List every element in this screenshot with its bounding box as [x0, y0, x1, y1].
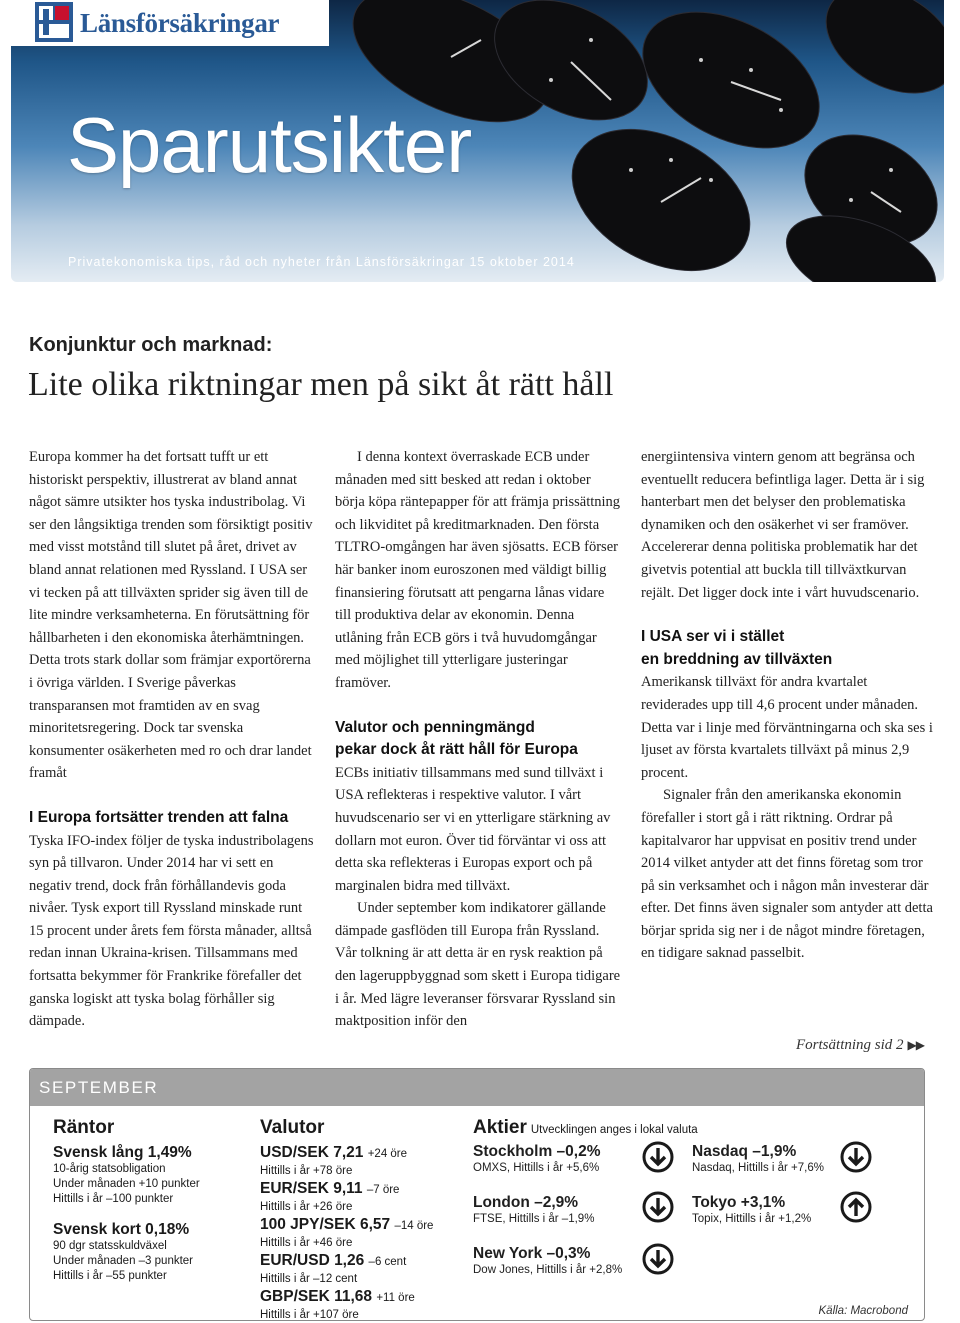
currency-label: 100 JPY/SEK 6,57: [260, 1216, 391, 1233]
currency-label: USD/SEK 7,21: [260, 1144, 364, 1161]
rate-detail: 90 dgr statsskuldväxel: [53, 1240, 167, 1252]
double-arrow-icon: ▶▶: [907, 1038, 924, 1052]
currency-change: +24 öre: [367, 1148, 408, 1160]
stock-detail: FTSE, Hittills i år –1,9%: [473, 1213, 595, 1225]
arrow-up-circle-icon: [840, 1191, 872, 1223]
paragraph: I denna kontext överraskade ECB under månaden med sitt besked att redan i oktober börja köpa räntepapper för att främja prissättning och likviditet på kreditmarknaden. Den första TLTRO-omgången har även sjösatts. ECB förser här banker inom euroszonen med väldigt billig finansiering förutsatt att pengarna lånas vidare till produktiva delar av ekonomin. Denna utlåning från ECB görs i två huvudomgångar med möjlighet till ytterligare justeringar framöver.: [335, 449, 621, 691]
stock-detail: Topix, Hittills i år +1,2%: [692, 1213, 812, 1225]
header-banner: [11, 0, 944, 282]
rate-label: Svensk kort 0,18%: [53, 1221, 190, 1238]
currency-change: +11 öre: [376, 1292, 415, 1304]
column-3: [641, 446, 933, 965]
lansforsakringar-logo-icon: [35, 2, 73, 42]
currency-change: –7 öre: [366, 1184, 400, 1196]
stocks-note: Utvecklingen anges i lokal valuta: [530, 1124, 698, 1136]
stocks-title: [473, 1115, 913, 1143]
column-2: [335, 446, 623, 1033]
subheading: I USA ser vi i stället: [641, 628, 785, 646]
currencies-section: [260, 1115, 470, 1323]
rate-label: Svensk lång 1,49%: [53, 1144, 192, 1161]
currency-change: –14 öre: [394, 1220, 434, 1232]
currency-label: EUR/USD 1,26: [260, 1252, 365, 1269]
stock-label: Tokyo +3,1%: [692, 1194, 786, 1211]
logo-area: [11, 0, 329, 46]
currency-ytd: Hittills i år +26 öre: [260, 1201, 353, 1213]
paragraph: Under september kom indikatorer gällande dämpade gasflöden till Europa från Ryssland. Vår tolkning är att detta är en rysk reaktion på den lageruppbyggnad som skett i Europa tidigare i år. Med lägre leveranser försvarar Ryssland sin maktposition inför den: [335, 900, 621, 1030]
section-kicker: Konjunktur och marknad:: [29, 334, 273, 356]
subheading-line2: pekar dock åt rätt håll för Europa: [335, 741, 578, 759]
subheading: Valutor och penningmängd: [335, 718, 535, 736]
currency-label: GBP/SEK 11,68: [260, 1288, 373, 1305]
stock-item-london: [473, 1193, 594, 1227]
stock-label: Stockholm –0,2%: [473, 1143, 601, 1160]
stock-item-tokyo: [692, 1193, 811, 1227]
arrow-down-circle-icon: [642, 1243, 674, 1275]
column-1: [29, 446, 315, 1033]
brand-name: Länsförsäkringar: [80, 8, 280, 38]
arrow-down-circle-icon: [642, 1141, 674, 1173]
stocks-title-label: Aktier: [473, 1117, 527, 1138]
currency-row: [260, 1179, 470, 1200]
paragraph: Tyska IFO-index följer de tyska industribolagens syn på tillvaron. Under 2014 har vi sett en negativ trend, dock från förhållandevis goda nivåer. Tysk export till Ryssland minskade runt 15 procent under årets fem första månader, alltså redan innan Ukraina-krisen. Tillsammans med fortsatta bekymmer för Frankrike förefaller det ganska logiskt att tyska bolag förhåller sig dämpade.: [29, 832, 314, 1030]
currency-row: [260, 1287, 470, 1308]
stock-detail: Nasdaq, Hittills i år +7,6%: [692, 1162, 824, 1174]
paragraph: ECBs initiativ tillsammans med sund tillväxt i USA reflekteras i respektive valutor. I vårt huvudscenario ser vi en ytterligare stärkning av dollarn mot euron. Över tid förväntar vi oss att detta ska reflekteras i Europas export och på marginalen bidra med tillväxt.: [335, 764, 611, 894]
stock-detail: OMXS, Hittills i år +5,6%: [473, 1162, 600, 1174]
stock-detail: Dow Jones, Hittills i år +2,8%: [473, 1264, 623, 1276]
rates-title: Räntor: [53, 1117, 115, 1138]
paragraph: energiintensiva vintern genom att begränsa och eventuellt reducera befintliga lager. Detta är i sig hanterbart men det belyser den problematiska dynamiken och den osäkerhet vi ser framöver. Accelererar denna politiska problematik har det givetvis potential att buckla till tillväxtkurvan rejält. Det ligger dock inte i vårt huvudscenario.: [641, 449, 925, 601]
source-note: Källa: Macrobond: [818, 1305, 908, 1317]
currency-ytd: Hittills i år +78 öre: [260, 1165, 353, 1177]
rate-detail: Under månaden –3 punkter: [53, 1255, 194, 1267]
arrow-down-circle-icon: [642, 1191, 674, 1223]
publication-subtitle: Privatekonomiska tips, råd och nyheter från Länsförsäkringar 15 oktober 2014: [68, 255, 575, 269]
currency-change: –6 cent: [368, 1256, 407, 1268]
stock-item-newyork: [473, 1244, 622, 1278]
subheading: I Europa fortsätter trenden att falna: [29, 808, 289, 826]
continue-link[interactable]: [796, 1037, 924, 1054]
currency-label: EUR/SEK 9,11: [260, 1180, 363, 1197]
currency-row: [260, 1251, 470, 1272]
market-box-header: [30, 1069, 924, 1106]
paragraph: Signaler från den amerikanska ekonomin förefaller i stort gå i rätt riktning. Ordrar på kapitalvaror har uppvisat en positiv trend under 2014 vilket antyder att det finns företag som tror på sin verksamhet och i någon mån investerar där efter. Det finns även signaler som antyder att detta börjar sprida sig ner i de något mindre företagen, en tidigare saknad passelbit.: [641, 787, 933, 962]
currency-row: [260, 1215, 470, 1236]
publication-title: Sparutsikter: [67, 101, 472, 189]
stock-item-nasdaq: [692, 1142, 824, 1176]
currency-row: [260, 1143, 470, 1164]
stock-label: London –2,9%: [473, 1194, 579, 1211]
stock-label: New York –0,3%: [473, 1245, 591, 1262]
stocks-section: [473, 1115, 913, 1143]
market-summary-box: [29, 1068, 925, 1321]
currency-ytd: Hittills i år –12 cent: [260, 1273, 358, 1285]
currencies-title: Valutor: [260, 1117, 325, 1138]
article-title: Lite olika riktningar men på sikt åt rätt håll: [28, 366, 614, 403]
paragraph: Europa kommer ha det fortsatt tufft ur ett historiskt perspektiv, illustrerat av bland annat något sämre utsikter hos tyska industribolag. Vi ser den långsiktiga trenden som försiktigt positiv med visst motstånd till slutet på året, drivet av bland annat relationen med Ryssland. I USA ser vi tecken på att tillväxten sprider sig även till de lite mindre verksamheterna. En förutsättning för hållbarheten i den ekonomiska återhämtningen. Detta trots stark dollar som främjar exportörerna i övriga världen. I Sverige påverkas transparansen mot framtiden av en svag minoritetsregering. Dock tar svenska konsumenter osäkerheten med ro och drar landet framåt: [29, 449, 313, 782]
rates-section: [53, 1115, 253, 1284]
market-period: SEPTEMBER: [39, 1078, 159, 1097]
arrow-down-circle-icon: [840, 1141, 872, 1173]
currency-ytd: Hittills i år +46 öre: [260, 1237, 353, 1249]
rate-detail: Hittills i år –55 punkter: [53, 1270, 167, 1282]
rate-detail: Hittills i år –100 punkter: [53, 1193, 174, 1205]
continue-label: Fortsättning sid 2: [796, 1037, 904, 1053]
stock-label: Nasdaq –1,9%: [692, 1143, 797, 1160]
paragraph: Amerikansk tillväxt för andra kvartalet reviderades upp till 4,6 procent under månaden. Detta var i linje med förväntningarna och ska ses i ljuset av första kvartalets tillväxt på minus 2,9 procent.: [641, 674, 933, 781]
rate-detail: Under månaden +10 punkter: [53, 1178, 200, 1190]
rate-detail: 10-årig statsobligation: [53, 1163, 166, 1175]
currency-ytd: Hittills i år +107 öre: [260, 1309, 359, 1321]
stock-item-stockholm: [473, 1142, 601, 1176]
subheading-line2: en breddning av tillväxten: [641, 650, 833, 668]
